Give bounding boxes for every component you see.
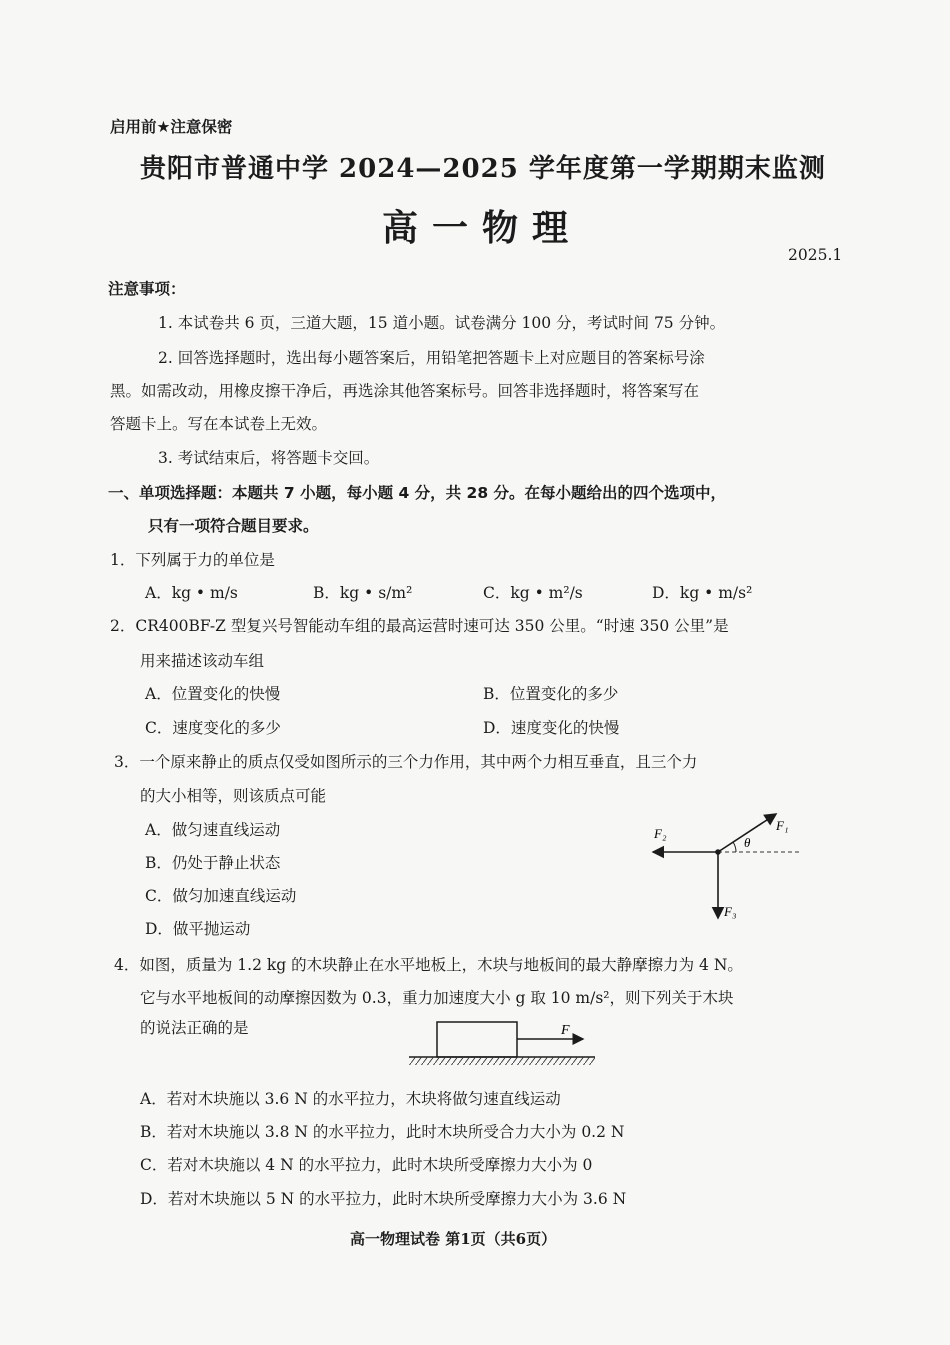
q4-stem-line1: 4．如图，质量为 1.2 kg 的木块静止在水平地板上，木块与地板间的最大静摩擦力为 4 N。 (114, 956, 743, 974)
q3-stem-line1: 3．一个原来静止的质点仅受如图所示的三个力作用，其中两个力相互垂直，且三个力 (114, 753, 698, 771)
q2-option-c: C．速度变化的多少 (145, 719, 281, 737)
q1-option-c: C．kg • m²/s (483, 584, 583, 602)
q4-option-d: D．若对木块施以 5 N 的水平拉力，此时木块所受摩擦力大小为 3.6 N (140, 1190, 627, 1208)
q4-option-b: B．若对木块施以 3.8 N 的水平拉力，此时木块所受合力大小为 0.2 N (140, 1123, 625, 1141)
page-footer: 高一物理试卷 第1页（共6页） (350, 1230, 557, 1248)
f2-label: F₂ (654, 826, 667, 841)
f1-label: F₁ (776, 818, 789, 833)
theta-label: θ (744, 835, 751, 850)
note-item-2-line3: 答题卡上。写在本试卷上无效。 (110, 415, 328, 433)
particle-point (715, 849, 721, 855)
note-item-2-line1: 2. 回答选择题时，选出每小题答案后，用铅笔把答题卡上对应题目的答案标号涂 (158, 349, 705, 367)
floor-hatching (409, 1057, 595, 1065)
q1-stem: 1．下列属于力的单位是 (110, 551, 275, 569)
angle-arc (733, 842, 736, 852)
force-diagram (640, 800, 810, 925)
section1-heading-cont: 只有一项符合题目要求。 (148, 517, 319, 535)
pull-force-label: F (561, 1023, 570, 1038)
q3-option-a: A．做匀速直线运动 (145, 821, 281, 839)
q2-option-b: B．位置变化的多少 (483, 685, 619, 703)
q2-option-a: A．位置变化的快慢 (145, 685, 281, 703)
note-item-3: 3. 考试结束后，将答题卡交回。 (158, 449, 380, 467)
exam-subtitle: 贵阳市普通中学 2024—2025 学年度第一学期期末监测 (140, 154, 826, 184)
wood-block (437, 1022, 517, 1057)
q3-stem-line2: 的大小相等，则该质点可能 (140, 787, 327, 805)
q3-option-c: C．做匀加速直线运动 (145, 887, 297, 905)
secrecy-label: 启用前★注意保密 (110, 118, 233, 136)
q4-option-a: A．若对木块施以 3.6 N 的水平拉力，木块将做匀速直线运动 (140, 1090, 561, 1108)
q4-option-c: C．若对木块施以 4 N 的水平拉力，此时木块所受摩擦力大小为 0 (140, 1156, 593, 1174)
q4-stem-line3: 的说法正确的是 (140, 1019, 249, 1037)
f3-label: F₃ (724, 904, 737, 919)
page-title: 高一物理 (382, 207, 583, 249)
q1-option-b: B．kg • s/m² (313, 584, 413, 602)
q3-option-d: D．做平抛运动 (145, 920, 251, 938)
q2-option-d: D．速度变化的快慢 (483, 719, 620, 737)
notes-heading: 注意事项： (108, 280, 186, 298)
q1-option-d: D．kg • m/s² (652, 584, 753, 602)
q1-option-a: A．kg • m/s (145, 584, 238, 602)
note-item-2-line2: 黑。如需改动，用橡皮擦干净后，再选涂其他答案标号。回答非选择题时，将答案写在 (110, 382, 700, 400)
exam-date: 2025.1 (788, 246, 843, 264)
q4-stem-line2: 它与水平地板间的动摩擦因数为 0.3，重力加速度大小 g 取 10 m/s²，则下列关于木块 (140, 989, 734, 1007)
q2-stem-line2: 用来描述该动车组 (140, 652, 265, 670)
section1-heading: 一、单项选择题：本题共 7 小题，每小题 4 分，共 28 分。在每小题给出的四个选项中， (108, 484, 727, 502)
q2-stem-line1: 2．CR400BF-Z 型复兴号智能动车组的最高运营时速可达 350 公里。“时速 350 公里”是 (110, 617, 729, 635)
note-item-1: 1. 本试卷共 6 页，三道大题，15 道小题。试卷满分 100 分，考试时间 75 分钟。 (158, 314, 726, 332)
q3-option-b: B．仍处于静止状态 (145, 854, 281, 872)
block-diagram (405, 1015, 600, 1073)
